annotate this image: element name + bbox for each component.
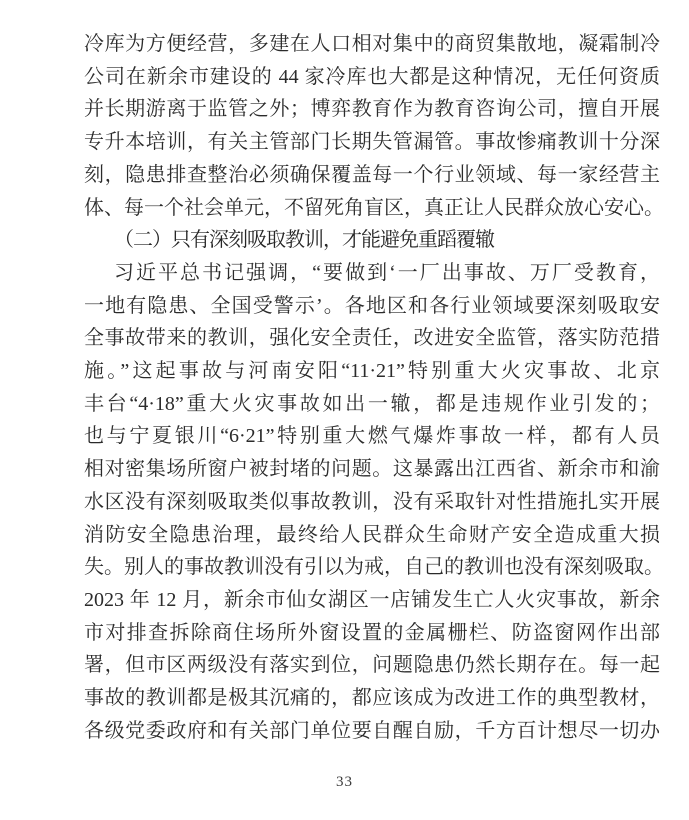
text-line: 冷库为方便经营，多建在人口相对集中的商贸集散地，凝霜制冷 bbox=[84, 33, 660, 55]
text-line: 2023 年 12 月，新余市仙女湖区一店铺发生亡人火灾事故，新余 bbox=[84, 588, 660, 611]
text-line: 相对密集场所窗户被封堵的问题。这暴露出江西省、新余市和渝 bbox=[84, 458, 660, 481]
text-line: 刻，隐患排查整治必须确保覆盖每一个行业领域、每一家经营主 bbox=[84, 163, 660, 186]
text-line: 一地有隐患、全国受警示’。各地区和各行业领域要深刻吸取安 bbox=[84, 294, 660, 317]
text-line: 体、每一个社会单元，不留死角盲区，真正让人民群众放心安心。 bbox=[84, 196, 664, 219]
text-line: 丰台“4·18”重大火灾事故如出一辙，都是违规作业引发的； bbox=[84, 392, 660, 415]
text-line: 全事故带来的教训，强化安全责任，改进安全监管，落实防范措 bbox=[84, 327, 660, 350]
text-line: 专升本培训，有关主管部门长期失管漏管。事故惨痛教训十分深 bbox=[84, 131, 660, 154]
text-line: 公司在新余市建设的 44 家冷库也大都是这种情况，无任何资质 bbox=[84, 65, 660, 88]
text-line: 施。”这起事故与河南安阳“11·21”特别重大火灾事故、北京 bbox=[84, 360, 660, 383]
text-line: 署，但市区两级没有落实到位，问题隐患仍然长期存在。每一起 bbox=[84, 654, 660, 677]
page-number: 33 bbox=[336, 774, 353, 790]
section-heading: （二）只有深刻吸取教训，才能避免重蹈覆辙 bbox=[114, 229, 494, 252]
text-line: 水区没有深刻吸取类似事故教训，没有采取针对性措施扎实开展 bbox=[84, 490, 660, 513]
text-line: 市对排查拆除商住场所外窗设置的金属栅栏、防盗窗网作出部 bbox=[84, 621, 660, 644]
text-block bbox=[84, 28, 664, 747]
text-line: 各级党委政府和有关部门单位要自醒自励，千方百计想尽一切办 bbox=[84, 719, 660, 742]
text-line: 失。别人的事故教训没有引以为戒，自己的教训也没有深刻吸取。 bbox=[84, 556, 664, 579]
text-line: 并长期游离于监管之外；博弈教育作为教育咨询公司，擅自开展 bbox=[84, 98, 660, 121]
text-line: 也与宁夏银川“6·21”特别重大燃气爆炸事故一样，都有人员 bbox=[84, 425, 660, 448]
text-line: 消防安全隐患治理，最终给人民群众生命财产安全造成重大损 bbox=[84, 523, 660, 546]
text-line: 习近平总书记强调，“要做到‘一厂出事故、万厂受教育， bbox=[114, 261, 660, 284]
text-line: 事故的教训都是极其沉痛的，都应该成为改进工作的典型教材， bbox=[84, 687, 660, 710]
